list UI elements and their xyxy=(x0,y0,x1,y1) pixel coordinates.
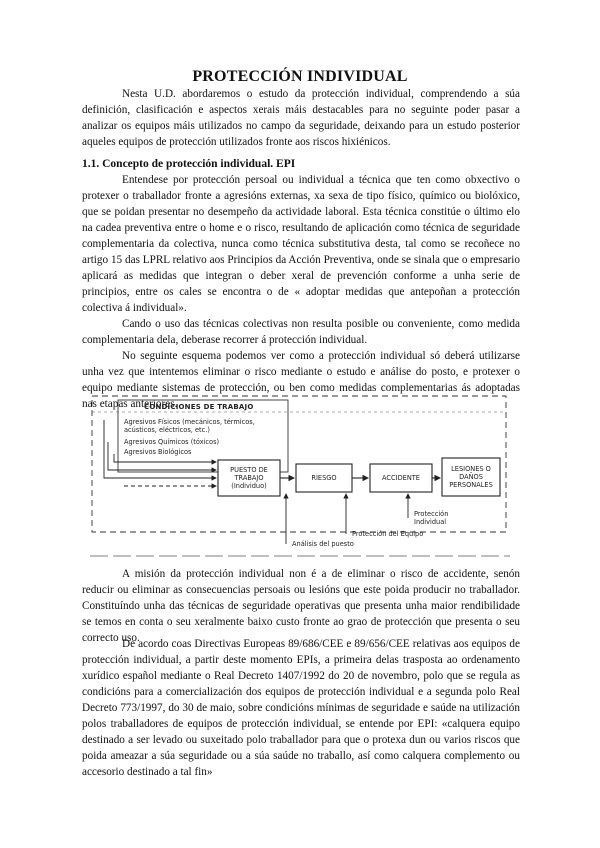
agent-label-quimicos: Agresivos Químicos (tóxicos) xyxy=(124,438,220,446)
puesto-label: PUESTO DE TRABAJO (Individuo) xyxy=(230,466,268,490)
mision-paragraph: A misión da protección individual non é a de eliminar o risco de accidente, senón reducir ou eliminar as consecuencias persoais ou lesións que este poida producir no traballador. Constituíndo unha das técnicas de seguridade operativas que presenta unha maior rendibilidade se temos en conta o seu xeralmente baixo custo fronte ao grao de protección que presenta o seu correcto uso. xyxy=(82,568,520,644)
agent-label-biologicos: Agresivos Biológicos xyxy=(124,448,192,456)
intro-paragraph: Nesta U.D. abordaremos o estudo da protección individual, comprendendo a súa definición, clasificación e aspectos xerais máis destacables para no seguinte poder pasar a analizar os equipos máis utilizados no campo da seguridade, deixando para un estudo posterior aqueles equipos de protección utilizados fronte aos riscos hixiénicos. xyxy=(82,88,520,148)
cando-paragraph: Cando o uso das técnicas colectivas non resulta posible ou conveniente, como medida complementaria dela, deberase recorrer á protección individual. xyxy=(82,318,520,346)
definition-paragraph: Entendese por protección persoal ou individual a técnica que ten como obxectivo o protexer o traballador fronte a agresións externas, xa sexa de tipo físico, químico ou biolóxico, que se poidan presentar no desempeño da actividade laboral. Esta técnica constitúe o último elo na cadea preventiva entre o home e o risco, resultando de aplicación como técnica de seguridade complementaria da colectiva, nunca como técnica substitutiva desta, tal como se recoñece no artigo 15 das LPRL relativo aos Principios da Acción Preventiva, onde se sinala que o empresario aplicará as medidas que integran o deber xeral de prevención conforme a unha serie de principios, entre os cales se encontra o de « adoptar medidas que antepoñan a protección colectiva á individual». xyxy=(82,174,520,314)
agent-label-fisicos: Agresivos Físicos (mecánicos, térmicos, acústicos, eléctricos, etc.) xyxy=(124,418,255,434)
analisis-label: Análisis del puesto xyxy=(292,540,354,548)
proteccion-individual-label: Protección Individual xyxy=(414,510,449,526)
lesiones-label: LESIONES O DAÑOS PERSONALES xyxy=(449,465,493,489)
accidente-label: ACCIDENTE xyxy=(382,474,420,482)
riesgo-label: RIESGO xyxy=(311,474,337,482)
proteccion-equipo-label: Protección del Equipo xyxy=(352,530,424,538)
section-heading: 1.1. Concepto de protección individual. EPI xyxy=(82,158,296,170)
page-title: PROTECCIÓN INDIVIDUAL xyxy=(192,68,408,85)
protection-diagram xyxy=(90,394,510,560)
esquema-paragraph: No seguinte esquema podemos ver como a protección individual só deberá utilizarse unha vez que intentemos eliminar o risco mediante o estudo e análise do posto, e protexer o equipo mediante sistemas de protección, ou ben como medidas complementarias ás adoptadas nas etapas anteriores. xyxy=(82,350,520,410)
condiciones-heading: CONDICIONES DE TRABAJO xyxy=(144,403,254,411)
agent-arrow-2 xyxy=(108,442,216,470)
directivas-paragraph: De acordo coas Directivas Europeas 89/686/CEE e 89/656/CEE relativas aos equipos de protección individual, a partir deste momento EPIs, a primeira delas trasposta ao ordenamento xurídico español mediante o Real Decreto 1407/1992 do 20 de novembro, polo que se regula as condicións para a comercialización dos equipos de protección individual e a segunda polo Real Decreto 773/1997, do 30 de maio, sobre condicións mínimas de seguridade e saúde na utilización polos traballadores de equipos de protección individual, se entende por EPI: «calquera equipo destinado a ser levado ou suxeitado polo traballador para que o protexa dun ou varios riscos que poida ameazar a súa seguridade ou a súa saúde no traballo, así como calquera complemento ou accesorio destinado a tal fin» xyxy=(82,638,520,778)
